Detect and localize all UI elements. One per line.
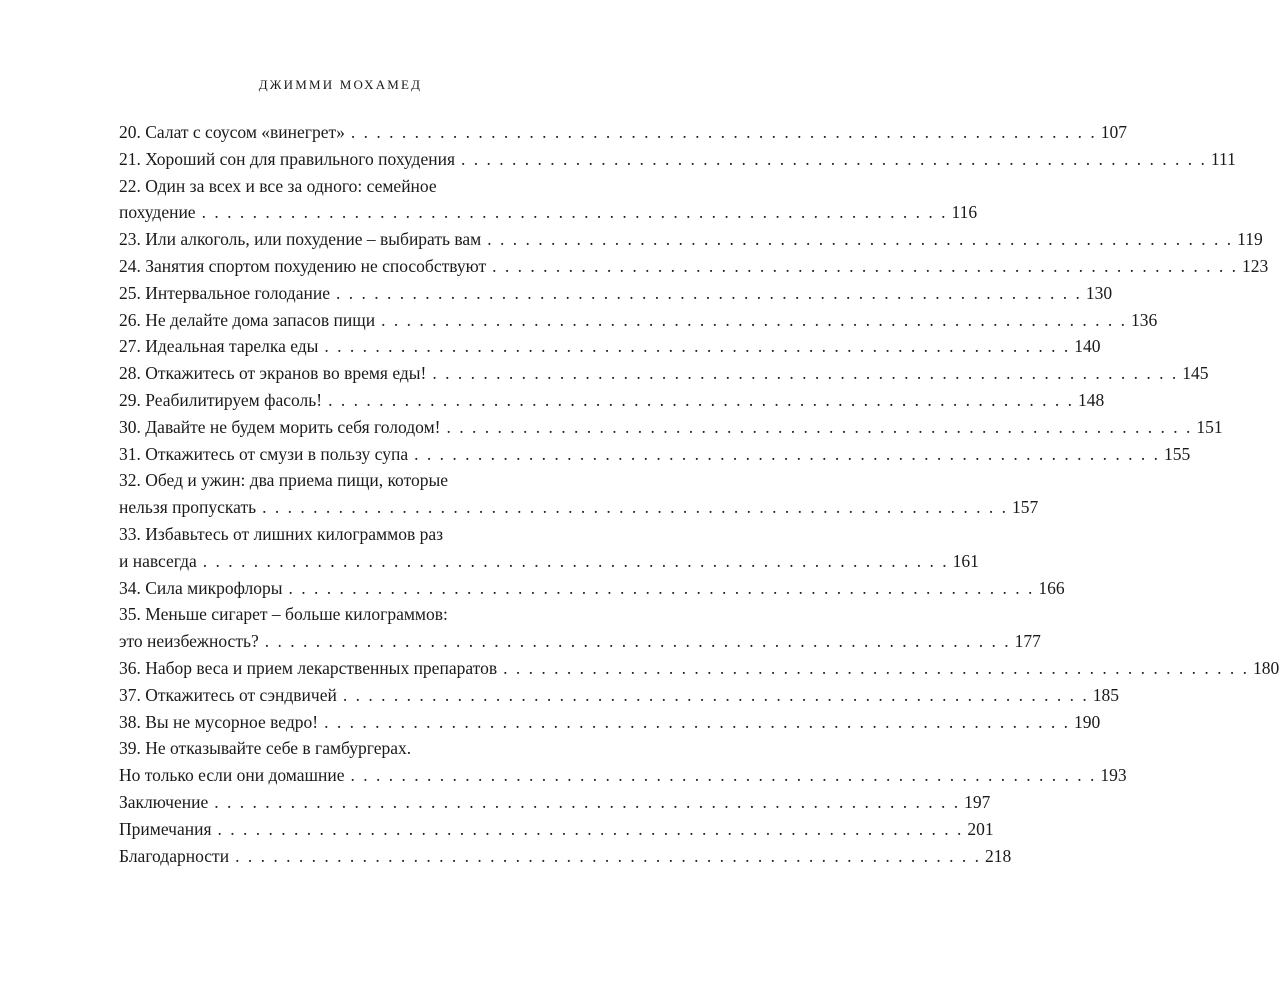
toc-entry-text: 27. Идеальная тарелка еды — [119, 336, 319, 357]
toc-entry-title — [119, 414, 1223, 441]
leader-dots: . . . . . . . . . . . . . . . . . . . . . . . . . . . . . . . . . . . . . . . . . . . . . . . . . . . . . . . . . . . — [324, 711, 1070, 732]
toc-page-number: 155 — [1163, 443, 1191, 464]
toc-page-number: 161 — [952, 550, 979, 571]
toc-entry-title — [119, 333, 1101, 360]
table-of-contents — [119, 119, 1279, 869]
toc-page-number: 157 — [1012, 497, 1039, 518]
toc-entry[interactable] — [119, 843, 1012, 870]
toc-entry[interactable] — [119, 387, 1105, 414]
toc-entry-title — [119, 843, 1012, 870]
toc-entry[interactable] — [119, 360, 1209, 387]
leader-dots: . . . . . . . . . . . . . . . . . . . . . . . . . . . . . . . . . . . . . . . . . . . . . . . . . . . . . . . . . . . — [335, 282, 1082, 303]
toc-entry-text: 38. Вы не мусорное ведро! — [119, 711, 319, 732]
toc-entry-text: 30. Давайте не будем морить себя голодом! — [119, 416, 441, 437]
leader-dots: . . . . . . . . . . . . . . . . . . . . . . . . . . . . . . . . . . . . . . . . . . . . . . . . . . . . . . . . . . . — [264, 631, 1011, 652]
toc-entry-text: похудение — [119, 202, 196, 223]
leader-dots: . . . . . . . . . . . . . . . . . . . . . . . . . . . . . . . . . . . . . . . . . . . . . . . . . . . . . . . . . . . — [414, 443, 1160, 464]
toc-entry-title-continuation — [119, 548, 979, 575]
toc-entry-text: нельзя пропускать — [119, 497, 257, 518]
leader-dots: . . . . . . . . . . . . . . . . . . . . . . . . . . . . . . . . . . . . . . . . . . . . . . . . . . . . . . . . . . . — [214, 791, 961, 812]
toc-entry-title — [119, 146, 1236, 173]
toc-entry-text: 26. Не делайте дома запасов пищи — [119, 309, 376, 330]
toc-entry-text: 22. Один за всех и все за одного: семейное — [119, 175, 437, 196]
toc-entry-text: Примечания — [119, 818, 212, 839]
toc-entry-title — [119, 387, 1105, 414]
toc-page-number: 193 — [1100, 765, 1127, 786]
leader-dots: . . . . . . . . . . . . . . . . . . . . . . . . . . . . . . . . . . . . . . . . . . . . . . . . . . . . . . . . . . . — [432, 363, 1179, 384]
toc-entry-text: 31. Откажитесь от смузи в пользу супа — [119, 443, 409, 464]
toc-entry-title-continuation — [119, 762, 1127, 789]
toc-entry-text: 36. Набор веса и прием лекарственных препаратов — [119, 657, 498, 678]
leader-dots: . . . . . . . . . . . . . . . . . . . . . . . . . . . . . . . . . . . . . . . . . . . . . . . . . . . . . . . . . . . — [328, 389, 1074, 410]
toc-entry[interactable] — [119, 467, 1039, 521]
toc-page-number: 145 — [1182, 363, 1209, 384]
leader-dots: . . . . . . . . . . . . . . . . . . . . . . . . . . . . . . . . . . . . . . . . . . . . . . . . . . . . . . . . . . . — [262, 497, 1008, 518]
toc-entry-title — [119, 226, 1263, 253]
toc-entry[interactable] — [119, 307, 1158, 334]
toc-page-number: 218 — [984, 845, 1012, 866]
leader-dots: . . . . . . . . . . . . . . . . . . . . . . . . . . . . . . . . . . . . . . . . . . . . . . . . . . . . . . . . . . . — [461, 148, 1207, 169]
toc-page-number: 130 — [1085, 282, 1113, 303]
toc-entry[interactable] — [119, 441, 1191, 468]
toc-page-number: 166 — [1038, 577, 1065, 598]
toc-entry-text: 24. Занятия спортом похудению не способствуют — [119, 255, 487, 276]
toc-entry-text: 37. Откажитесь от сэндвичей — [119, 684, 337, 705]
toc-entry-text: 29. Реабилитируем фасоль! — [119, 389, 323, 410]
toc-page-number: 190 — [1073, 711, 1101, 732]
leader-dots: . . . . . . . . . . . . . . . . . . . . . . . . . . . . . . . . . . . . . . . . . . . . . . . . . . . . . . . . . . . — [350, 765, 1097, 786]
toc-entry-title — [119, 575, 1065, 602]
toc-entry-title — [119, 521, 595, 548]
toc-page-number: 201 — [967, 818, 994, 839]
toc-entry-title — [119, 119, 1128, 146]
toc-entry-title-continuation — [119, 494, 1039, 521]
toc-entry[interactable] — [119, 601, 1041, 655]
toc-page-number: 116 — [951, 202, 978, 223]
toc-entry[interactable] — [119, 789, 991, 816]
toc-entry[interactable] — [119, 146, 1236, 173]
toc-entry[interactable] — [119, 119, 1128, 146]
leader-dots: . . . . . . . . . . . . . . . . . . . . . . . . . . . . . . . . . . . . . . . . . . . . . . . . . . . . . . . . . . . — [202, 550, 949, 571]
toc-entry-title — [119, 682, 1119, 709]
toc-entry[interactable] — [119, 173, 978, 227]
toc-page-number: 119 — [1237, 229, 1263, 250]
toc-entry-text: 25. Интервальное голодание — [119, 282, 330, 303]
toc-page-number: 123 — [1242, 255, 1269, 276]
leader-dots: . . . . . . . . . . . . . . . . . . . . . . . . . . . . . . . . . . . . . . . . . . . . . . . . . . . . . . . . . . . — [503, 657, 1249, 678]
toc-entry[interactable] — [119, 655, 1279, 682]
toc-entry[interactable] — [119, 333, 1101, 360]
toc-entry-title — [119, 816, 994, 843]
toc-entry-text: 39. Не отказывайте себе в гамбургерах. — [119, 738, 412, 759]
toc-entry-text: 28. Откажитесь от экранов во время еды! — [119, 363, 427, 384]
toc-entry[interactable] — [119, 414, 1223, 441]
toc-entry[interactable] — [119, 735, 1127, 789]
toc-entry-text: 21. Хороший сон для правильного похудения — [119, 148, 456, 169]
leader-dots: . . . . . . . . . . . . . . . . . . . . . . . . . . . . . . . . . . . . . . . . . . . . . . . . . . . . . . . . . . . — [342, 684, 1089, 705]
toc-page-number: 148 — [1077, 389, 1105, 410]
toc-entry-title — [119, 789, 991, 816]
toc-entry[interactable] — [119, 280, 1113, 307]
leader-dots: . . . . . . . . . . . . . . . . . . . . . . . . . . . . . . . . . . . . . . . . . . . . . . . . . . . . . . . . . . . — [288, 577, 1035, 598]
toc-page-number: 185 — [1092, 684, 1119, 705]
toc-page-number: 197 — [964, 791, 991, 812]
leader-dots: . . . . . . . . . . . . . . . . . . . . . . . . . . . . . . . . . . . . . . . . . . . . . . . . . . . . . . . . . . . — [487, 229, 1234, 250]
leader-dots: . . . . . . . . . . . . . . . . . . . . . . . . . . . . . . . . . . . . . . . . . . . . . . . . . . . . . . . . . . . — [492, 255, 1239, 276]
toc-entry-text: и навсегда — [119, 550, 197, 571]
toc-entry[interactable] — [119, 575, 1065, 602]
toc-entry-title — [119, 280, 1113, 307]
toc-entry[interactable] — [119, 816, 994, 843]
leader-dots: . . . . . . . . . . . . . . . . . . . . . . . . . . . . . . . . . . . . . . . . . . . . . . . . . . . . . . . . . . . — [350, 122, 1097, 142]
toc-entry-text: это неизбежность? — [119, 631, 259, 652]
leader-dots: . . . . . . . . . . . . . . . . . . . . . . . . . . . . . . . . . . . . . . . . . . . . . . . . . . . . . . . . . . . — [381, 309, 1127, 330]
toc-entry-text: 35. Меньше сигарет – больше килограммов: — [119, 604, 448, 625]
toc-entry-text: 32. Обед и ужин: два приема пищи, которые — [119, 470, 449, 491]
toc-page-number: 151 — [1196, 416, 1223, 437]
toc-page-number: 111 — [1210, 148, 1236, 169]
toc-entry-title — [119, 601, 595, 628]
toc-entry-title — [119, 735, 595, 762]
toc-entry-text: Но только если они домашние — [119, 765, 345, 786]
leader-dots: . . . . . . . . . . . . . . . . . . . . . . . . . . . . . . . . . . . . . . . . . . . . . . . . . . . . . . . . . . . — [235, 845, 981, 866]
toc-page-number: 180 — [1252, 657, 1279, 678]
toc-entry-title — [119, 441, 1191, 468]
toc-entry[interactable] — [119, 226, 1263, 253]
running-header: ДЖИММИ МОХАМЕД — [258, 77, 423, 92]
toc-entry-text: Благодарности — [119, 845, 230, 866]
toc-entry[interactable] — [119, 521, 979, 575]
toc-entry-title — [119, 307, 1158, 334]
toc-entry-text: 34. Сила микрофлоры — [119, 577, 283, 598]
toc-entry[interactable] — [119, 682, 1119, 709]
toc-entry-title — [119, 173, 595, 200]
toc-page-number: 136 — [1130, 309, 1158, 330]
leader-dots: . . . . . . . . . . . . . . . . . . . . . . . . . . . . . . . . . . . . . . . . . . . . . . . . . . . . . . . . . . . — [446, 416, 1193, 437]
toc-page-number: 177 — [1014, 631, 1041, 652]
toc-entry[interactable] — [119, 709, 1101, 736]
toc-entry-title-continuation — [119, 628, 1041, 655]
toc-entry-title-continuation — [119, 199, 978, 226]
toc-entry-text: 33. Избавьтесь от лишних килограммов раз — [119, 523, 444, 544]
toc-entry-text: Заключение — [119, 791, 209, 812]
toc-entry[interactable] — [119, 253, 1269, 280]
toc-entry-title — [119, 467, 595, 494]
leader-dots: . . . . . . . . . . . . . . . . . . . . . . . . . . . . . . . . . . . . . . . . . . . . . . . . . . . . . . . . . . . — [217, 818, 964, 839]
toc-entry-text: 20. Салат с соусом «винегрет» — [119, 122, 345, 142]
toc-entry-title — [119, 360, 1209, 387]
toc-entry-title — [119, 709, 1101, 736]
leader-dots: . . . . . . . . . . . . . . . . . . . . . . . . . . . . . . . . . . . . . . . . . . . . . . . . . . . . . . . . . . . — [324, 336, 1071, 357]
leader-dots: . . . . . . . . . . . . . . . . . . . . . . . . . . . . . . . . . . . . . . . . . . . . . . . . . . . . . . . . . . . — [201, 202, 948, 223]
toc-entry-title — [119, 253, 1269, 280]
toc-entry-title — [119, 655, 1279, 682]
toc-page-number: 140 — [1074, 336, 1101, 357]
toc-entry-text: 23. Или алкоголь, или похудение – выбирать вам — [119, 229, 482, 250]
toc-page-number: 107 — [1100, 122, 1128, 142]
